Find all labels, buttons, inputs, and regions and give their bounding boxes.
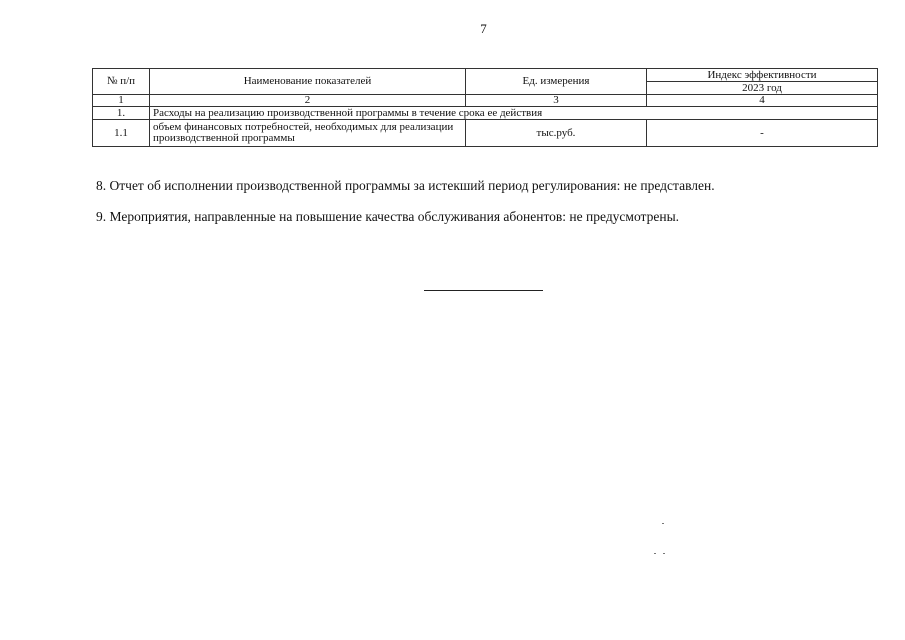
header-unit: Ед. измерения bbox=[466, 69, 647, 95]
header-name: Наименование показателей bbox=[150, 69, 466, 95]
column-numbers-row bbox=[93, 95, 878, 107]
row-num: 1.1 bbox=[93, 120, 150, 147]
table-header-row bbox=[93, 69, 878, 82]
column-number: 4 bbox=[647, 95, 878, 107]
scan-speck bbox=[662, 523, 664, 524]
header-index: Индекс эффективности bbox=[647, 69, 878, 82]
page-number: 7 bbox=[480, 21, 487, 36]
section-title: Расходы на реализацию производственной программы в течение срока ее действия bbox=[150, 107, 878, 120]
paragraph-9: 9. Мероприятия, направленные на повышение качества обслуживания абонентов: не предусмотрены. bbox=[96, 209, 680, 224]
header-year: 2023 год bbox=[647, 82, 878, 95]
column-number: 2 bbox=[150, 95, 466, 107]
scan-speck bbox=[663, 553, 665, 554]
indicators-table bbox=[92, 68, 878, 147]
column-number: 1 bbox=[93, 95, 150, 107]
row-value: - bbox=[647, 120, 878, 147]
row-name: объем финансовых потребностей, необходимых для реализации производственной программы bbox=[150, 120, 466, 147]
scan-speck bbox=[654, 553, 656, 554]
section-num: 1. bbox=[93, 107, 150, 120]
row-unit: тыс.руб. bbox=[466, 120, 647, 147]
table-row bbox=[93, 120, 878, 147]
paragraph-8: 8. Отчет об исполнении производственной программы за истекший период регулирования: не представлен. bbox=[96, 178, 715, 193]
column-number: 3 bbox=[466, 95, 647, 107]
end-rule bbox=[424, 290, 543, 291]
section-row bbox=[93, 107, 878, 120]
header-num: № п/п bbox=[93, 69, 150, 95]
